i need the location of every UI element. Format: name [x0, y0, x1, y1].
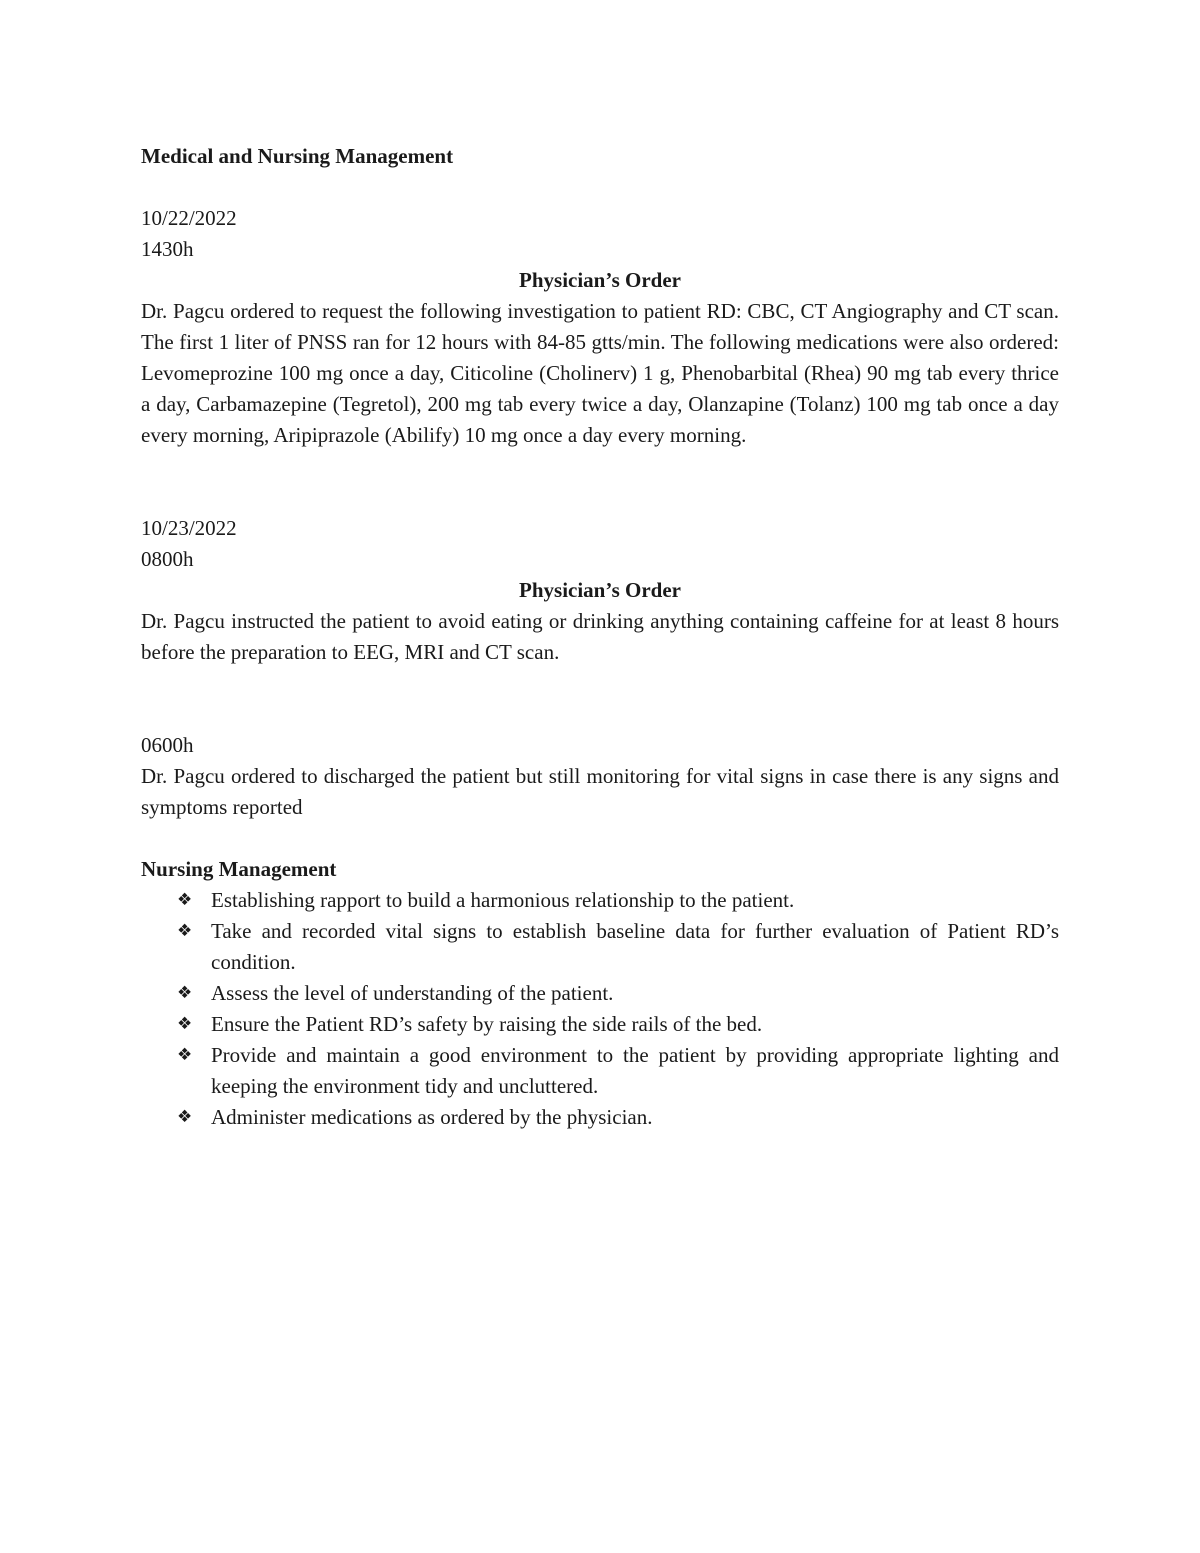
- diamond-bullet-icon: ❖: [177, 1014, 193, 1034]
- spacer: [141, 451, 1059, 513]
- diamond-bullet-icon: ❖: [177, 1045, 193, 1065]
- list-item: [177, 978, 1059, 1009]
- nursing-management-list: [141, 885, 1059, 1133]
- entry2-order-text: Dr. Pagcu instructed the patient to avoid eating or drinking anything containing caffeine for at least 8 hours before the preparation to EEG, MRI and CT scan.: [141, 609, 1059, 664]
- entry3-time: 0600h: [141, 733, 194, 757]
- spacer: [141, 172, 1059, 203]
- list-item: [177, 916, 1059, 978]
- entry2-date: 10/23/2022: [141, 516, 237, 540]
- list-item: [177, 1102, 1059, 1133]
- diamond-bullet-icon: ❖: [177, 890, 193, 910]
- entry1-time: 1430h: [141, 237, 194, 261]
- spacer: [141, 668, 1059, 730]
- list-item-text: Take and recorded vital signs to establish baseline data for further evaluation of Patient RD’s condition.: [211, 919, 1059, 974]
- list-item: [177, 1009, 1059, 1040]
- document-title: Medical and Nursing Management: [141, 144, 454, 168]
- diamond-bullet-icon: ❖: [177, 921, 193, 941]
- list-item-text: Provide and maintain a good environment to the patient by providing appropriate lighting and keeping the environment tidy and uncluttered.: [211, 1043, 1059, 1098]
- spacer: [141, 823, 1059, 854]
- entry1-heading: Physician’s Order: [519, 268, 681, 292]
- list-item: [177, 885, 1059, 916]
- list-item-text: Establishing rapport to build a harmonious relationship to the patient.: [211, 888, 795, 912]
- entry2-heading: Physician’s Order: [519, 578, 681, 602]
- entry3-order-text: Dr. Pagcu ordered to discharged the patient but still monitoring for vital signs in case there is any signs and symptoms reported: [141, 764, 1059, 819]
- entry1-order-text: Dr. Pagcu ordered to request the following investigation to patient RD: CBC, CT Angiography and CT scan. The first 1 liter of PNSS ran for 12 hours with 84-85 gtts/min. The following medications were also ordered: Levomeprozine 100 mg once a day, Citicoline (Cholinerv) 1 g, Phenobarbital (Rhea) 90 mg tab every thrice a day, Carbamazepine (Tegretol), 200 mg tab every twice a day, Olanzapine (Tolanz) 100 mg tab once a day every morning, Aripiprazole (Abilify) 10 mg once a day every morning.: [141, 299, 1059, 447]
- document-body: [141, 141, 1059, 1133]
- diamond-bullet-icon: ❖: [177, 1107, 193, 1127]
- diamond-bullet-icon: ❖: [177, 983, 193, 1003]
- nursing-management-heading: Nursing Management: [141, 857, 337, 881]
- entry2-time: 0800h: [141, 547, 194, 571]
- list-item-text: Administer medications as ordered by the physician.: [211, 1105, 653, 1129]
- list-item: [177, 1040, 1059, 1102]
- entry1-date: 10/22/2022: [141, 206, 237, 230]
- list-item-text: Ensure the Patient RD’s safety by raising the side rails of the bed.: [211, 1012, 763, 1036]
- list-item-text: Assess the level of understanding of the patient.: [211, 981, 614, 1005]
